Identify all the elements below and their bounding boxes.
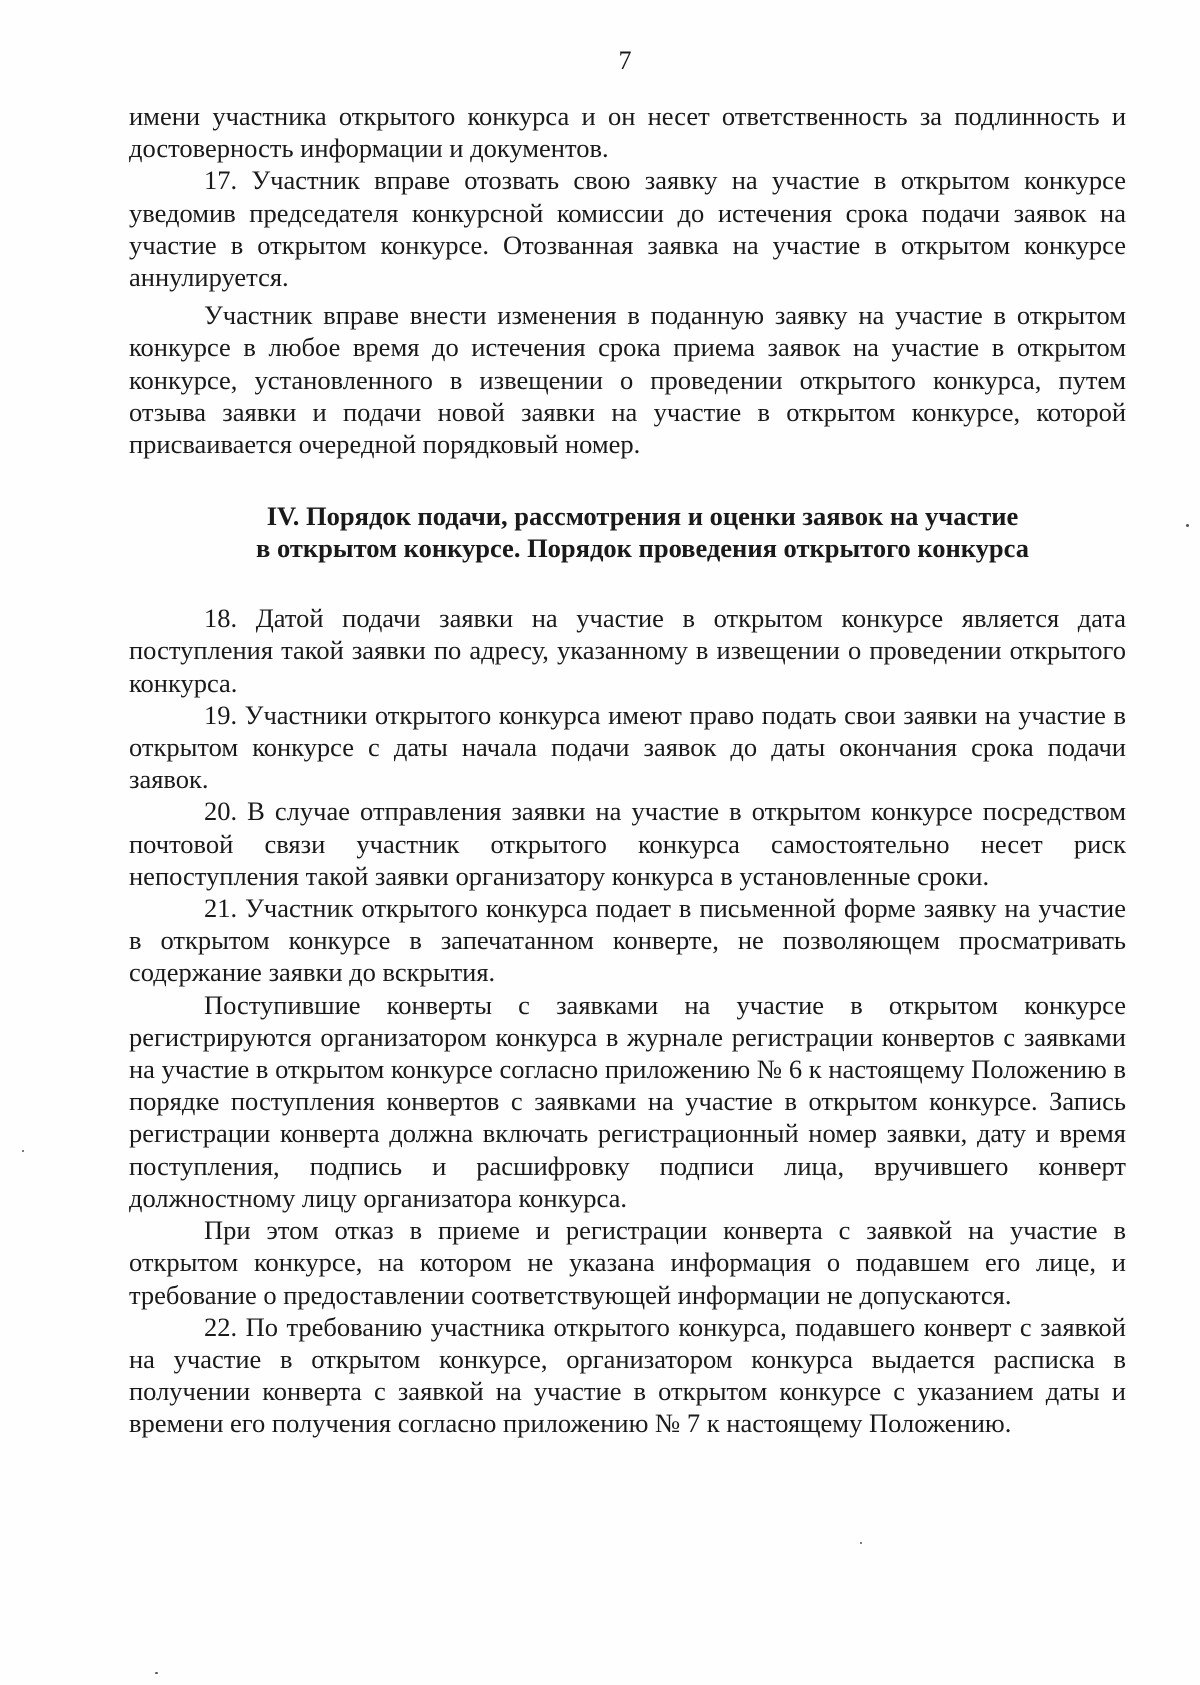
- paragraph-21-registration: Поступившие конверты с заявками на участие в открытом конкурсе регистрируются организатором конкурса в журнале регистрации конвертов с заявками на участие в открытом конкурсе согласно приложению № 6 к настоящему Положению в порядке поступления конвертов с заявками на участие в открытом конкурсе. Запись регистрации конверта должна включать регистрационный номер заявки, дату и время поступления, подпись и расшифровку подписи лица, вручившего конверт должностному лицу организатора конкурса.: [129, 989, 1126, 1213]
- paragraph-21: 21. Участник открытого конкурса подает в письменной форме заявку на участие в открытом конкурсе в запечатанном конверте, не позволяющем просматривать содержание заявки до вскрытия.: [129, 893, 1126, 988]
- page-number: 7: [618, 46, 632, 75]
- paragraph-21-refusal: При этом отказ в приеме и регистрации конверта с заявкой на участие в открытом конкурсе, на котором не указана информация о подавшем его лице, и требование о предоставлении соответствующей информации не допускаются.: [129, 1215, 1126, 1310]
- section-heading-line-1: IV. Порядок подачи, рассмотрения и оценки заявок на участие: [266, 501, 1019, 532]
- section-heading: [129, 500, 1126, 564]
- scan-speck: [1186, 524, 1189, 527]
- scan-speck: [860, 1542, 862, 1544]
- paragraph-22: 22. По требованию участника открытого конкурса, подавшего конверт с заявкой на участие в открытом конкурсе, организатором конкурса выдается расписка в получении конверта с заявкой на участие в открытом конкурсе с указанием даты и времени его получения согласно приложению № 7 к настоящему Положению.: [129, 1311, 1126, 1439]
- scan-speck: [155, 1672, 158, 1674]
- document-body: [129, 100, 1126, 1440]
- paragraph-17: 17. Участник вправе отозвать свою заявку на участие в открытом конкурсе уведомив председателя конкурсной комиссии до истечения срока подачи заявок на участие в открытом конкурсе. Отозванная заявка на участие в открытом конкурсе аннулируется.: [129, 165, 1126, 293]
- paragraph-17-amendment: Участник вправе внести изменения в поданную заявку на участие в открытом конкурсе в любое время до истечения срока приема заявок на участие в открытом конкурсе, установленного в извещении о проведении открытого конкурса, путем отзыва заявки и подачи новой заявки на участие в открытом конкурсе, которой присваивается очередной порядковый номер.: [129, 300, 1126, 460]
- paragraph-19: 19. Участники открытого конкурса имеют право подать свои заявки на участие в открытом конкурсе с даты начала подачи заявок до даты окончания срока подачи заявок.: [129, 699, 1126, 795]
- section-heading-line-2: в открытом конкурсе. Порядок проведения открытого конкурса: [256, 533, 1029, 564]
- paragraph-20: 20. В случае отправления заявки на участие в открытом конкурсе посредством почтовой связи участник открытого конкурса самостоятельно несет риск непоступления такой заявки организатору конкурса в установленные сроки.: [129, 796, 1126, 891]
- scan-speck: [22, 1150, 24, 1152]
- paragraph-18: 18. Датой подачи заявки на участие в открытом конкурсе является дата поступления такой заявки по адресу, указанному в извещении о проведении открытого конкурса.: [129, 603, 1126, 698]
- paragraph-continuation: имени участника открытого конкурса и он несет ответственность за подлинность и достоверность информации и документов.: [129, 101, 1126, 164]
